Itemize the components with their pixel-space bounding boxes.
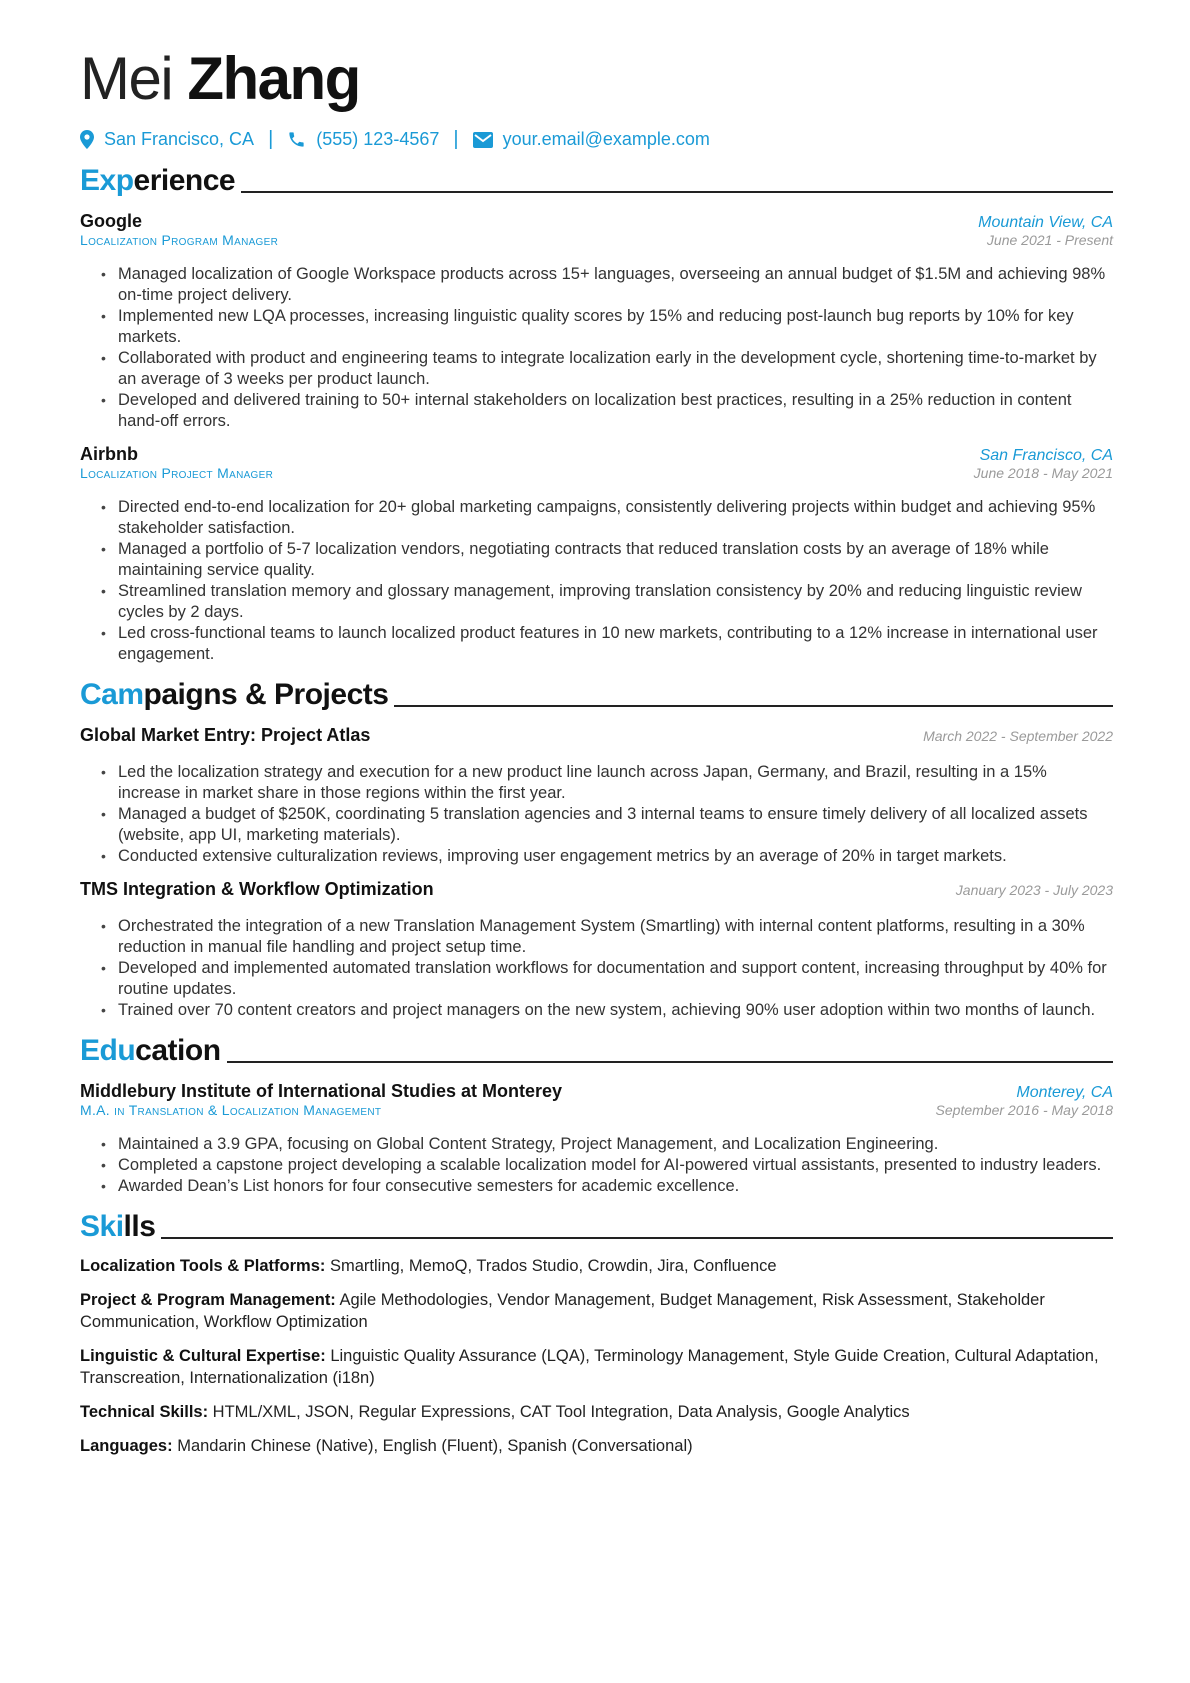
job-dates: June 2021 - Present: [986, 232, 1113, 248]
bullet-item: • Completed a capstone project developing a scalable localization model for AI-powered virtual assistants, presented to industry leaders.: [118, 1155, 1113, 1176]
degree: M.A. in Translation & Localization Management: [80, 1102, 382, 1118]
project-name: Global Market Entry: Project Atlas: [80, 725, 371, 745]
separator: |: [268, 128, 274, 150]
contact-location: [80, 129, 254, 150]
bullet-item: • Directed end-to-end localization for 20+ global marketing campaigns, consistently delivering projects within budget and achieving 95% stakeholder satisfaction.: [118, 497, 1113, 539]
location-text: San Francisco, CA: [104, 129, 255, 149]
skill-row: [80, 1435, 1113, 1457]
bullet-item: • Led the localization strategy and execution for a new product line launch across Japan, Germany, and Brazil, resulting in a 15% increase in market share in those regions within the first year.: [118, 762, 1113, 804]
experience-heading: Experience: [80, 164, 236, 197]
bullet-item: • Managed a budget of $250K, coordinating 5 translation agencies and 3 internal teams to ensure timely delivery of all localized assets (website, app UI, marketing materials).: [118, 804, 1113, 846]
bullet-item: • Conducted extensive culturalization reviews, improving user engagement metrics by an average of 20% in target markets.: [118, 846, 1113, 867]
skill-label: Localization Tools & Platforms:: [80, 1257, 326, 1275]
project-entry: [80, 879, 1113, 1021]
skill-row: [80, 1289, 1113, 1333]
bullet-item: • Developed and delivered training to 50+ internal stakeholders on localization best practices, resulting in a 25% reduction in content hand-off errors.: [118, 390, 1113, 432]
school-name: Middlebury Institute of International Studies at Monterey: [80, 1081, 563, 1101]
skill-value: Smartling, MemoQ, Trados Studio, Crowdin, Jira, Confluence: [329, 1257, 777, 1275]
section-heading-skills: [80, 1209, 1113, 1245]
projects-heading: Campaigns & Projects: [80, 678, 389, 711]
bullet-item: • Awarded Dean’s List honors for four consecutive semesters for academic excellence.: [118, 1176, 1113, 1197]
bullet-list: [80, 762, 1113, 867]
project-dates: January 2023 - July 2023: [955, 882, 1113, 898]
education-entry: [80, 1081, 1113, 1197]
bullet-item: • Orchestrated the integration of a new Translation Management System (Smartling) with internal content platforms, resulting in a 30% reduction in manual file handling and project setup time.: [118, 916, 1113, 958]
skill-row: [80, 1401, 1113, 1423]
skill-label: Technical Skills:: [80, 1403, 209, 1421]
email-link[interactable]: your.email@example.com: [502, 129, 710, 149]
skill-value: HTML/XML, JSON, Regular Expressions, CAT Tool Integration, Data Analysis, Google Analytics: [212, 1403, 910, 1421]
bullet-list: [80, 497, 1113, 665]
school-location: Monterey, CA: [1016, 1084, 1113, 1101]
bullet-item: • Streamlined translation memory and glossary management, improving translation consistency by 20% and reducing linguistic review cycles by 2 days.: [118, 581, 1113, 623]
education-dates: September 2016 - May 2018: [935, 1102, 1113, 1118]
skill-row: [80, 1255, 1113, 1277]
company-name: Airbnb: [80, 444, 138, 464]
skill-value: Linguistic Quality Assurance (LQA), Terminology Management, Style Guide Creation, Cultural Adaptation, Transcreation, Internationalization (i18n): [80, 1347, 1099, 1387]
bullet-item: • Trained over 70 content creators and project managers on the new system, achieving 90% user adoption within two months of launch.: [118, 1000, 1113, 1021]
bullet-list: [80, 916, 1113, 1021]
section-rule: [241, 191, 1113, 193]
section-heading-projects: [80, 677, 1113, 713]
bullet-item: • Developed and implemented automated translation workflows for documentation and support content, increasing throughput by 40% for routine updates.: [118, 958, 1113, 1000]
skills-heading: Skills: [80, 1210, 156, 1243]
skill-label: Project & Program Management:: [80, 1291, 336, 1309]
contact-email[interactable]: [473, 129, 710, 150]
project-dates: March 2022 - September 2022: [923, 728, 1113, 744]
contact-info: [80, 128, 1113, 151]
section-heading-education: [80, 1033, 1113, 1069]
experience-entry: [80, 211, 1113, 432]
map-pin-icon: [80, 130, 94, 149]
job-title: Localization Program Manager: [80, 232, 279, 248]
skills-list: [80, 1255, 1113, 1457]
bullet-item: • Led cross-functional teams to launch localized product features in 10 new markets, contributing to a 12% increase in international user engagement.: [118, 623, 1113, 665]
skill-value: Mandarin Chinese (Native), English (Fluent), Spanish (Conversational): [177, 1437, 693, 1455]
section-rule: [161, 1237, 1113, 1239]
bullet-item: • Managed localization of Google Workspace products across 15+ languages, overseeing an annual budget of $1.5M and achieving 98% on-time project delivery.: [118, 264, 1113, 306]
bullet-item: • Maintained a 3.9 GPA, focusing on Global Content Strategy, Project Management, and Localization Engineering.: [118, 1134, 1113, 1155]
section-rule: [394, 705, 1113, 707]
job-dates: June 2018 - May 2021: [973, 465, 1113, 481]
skill-value: Agile Methodologies, Vendor Management, Budget Management, Risk Assessment, Stakeholder Communication, Workflow Optimization: [80, 1291, 1045, 1331]
phone-icon: [287, 130, 306, 149]
bullet-list: [80, 264, 1113, 432]
project-name: TMS Integration & Workflow Optimization: [80, 879, 434, 899]
job-location: Mountain View, CA: [978, 214, 1113, 231]
job-location: San Francisco, CA: [979, 447, 1113, 464]
first-name: Mei: [80, 45, 173, 112]
bullet-item: • Collaborated with product and engineering teams to integrate localization early in the development cycle, shortening time-to-market by an average of 3 weeks per product launch.: [118, 348, 1113, 390]
skill-row: [80, 1345, 1113, 1389]
separator: |: [453, 128, 459, 150]
education-heading: Education: [80, 1034, 221, 1067]
bullet-item: • Managed a portfolio of 5-7 localization vendors, negotiating contracts that reduced translation costs by an average of 18% while maintaining service quality.: [118, 539, 1113, 581]
candidate-name: [80, 44, 1113, 114]
phone-text: (555) 123-4567: [316, 129, 440, 149]
project-entry: [80, 725, 1113, 867]
bullet-item: • Implemented new LQA processes, increasing linguistic quality scores by 15% and reducing post-launch bug reports by 10% for key markets.: [118, 306, 1113, 348]
job-title: Localization Project Manager: [80, 465, 274, 481]
contact-phone[interactable]: [287, 129, 439, 150]
envelope-icon: [473, 132, 493, 148]
last-name: Zhang: [187, 45, 360, 112]
section-heading-experience: [80, 163, 1113, 199]
company-name: Google: [80, 211, 142, 231]
section-rule: [227, 1061, 1113, 1063]
experience-entry: [80, 444, 1113, 665]
bullet-list: [80, 1134, 1113, 1197]
skill-label: Linguistic & Cultural Expertise:: [80, 1347, 326, 1365]
skill-label: Languages:: [80, 1437, 173, 1455]
